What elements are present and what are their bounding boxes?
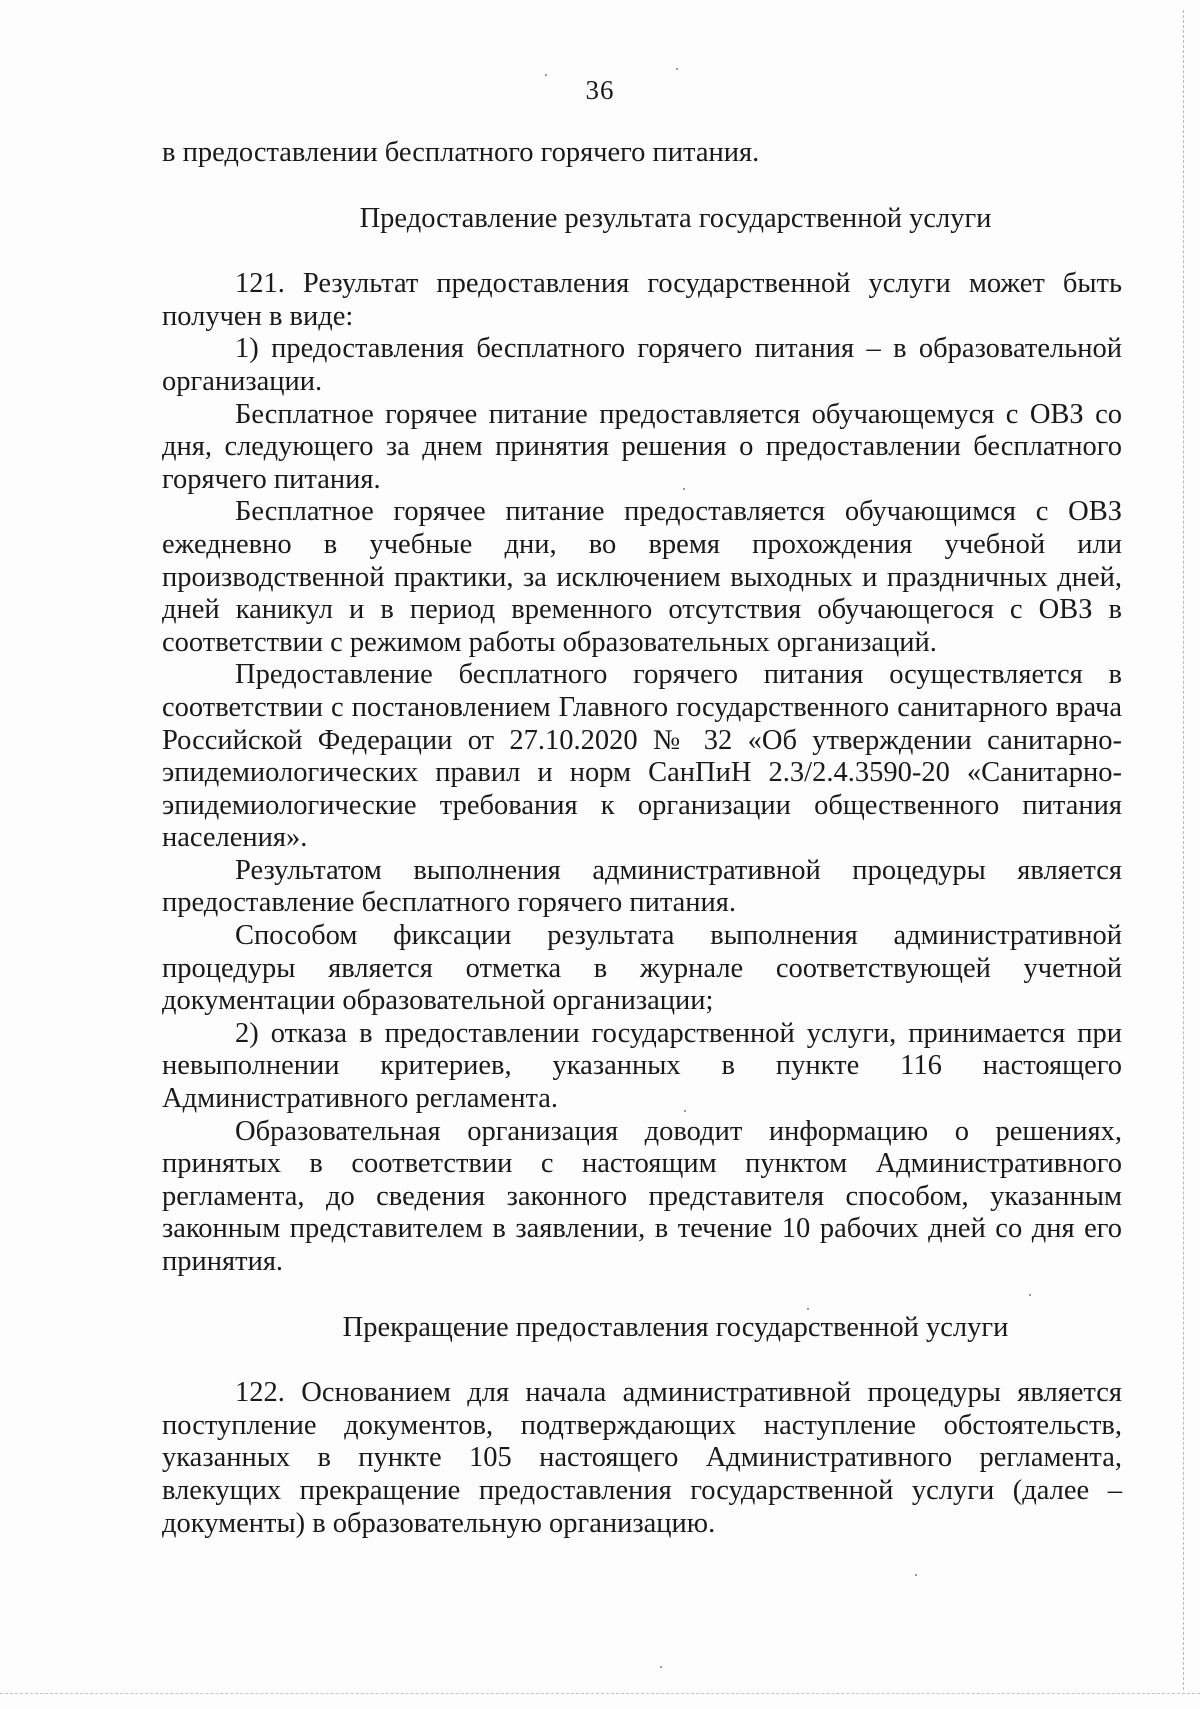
scan-speck	[676, 68, 678, 70]
paragraph-121-intro: 121. Результат предоставления государственной услуги может быть получен в виде:	[162, 268, 1122, 332]
paragraph-121-fixation: Способом фиксации результата выполнения административной процедуры является отметка в журнале соответствующей учетной документации образовательной организации;	[162, 920, 1122, 1017]
scan-edge-right	[1183, 10, 1184, 1690]
paragraph-121-notification: Образовательная организация доводит информацию о решениях, принятых в соответствии с настоящим пунктом Административного регламента, до сведения законного представителя способом, указанным законным представителем в заявлении, в течение 10 рабочих дней со дня его принятия.	[162, 1115, 1122, 1277]
opening-line: в предоставлении бесплатного горячего питания.	[162, 137, 760, 168]
section-heading-result: Предоставление результата государственной услуги	[359, 202, 992, 234]
paragraph-121-item-2: 2) отказа в предоставлении государственной услуги, принимается при невыполнении критериев, указанных в пункте 116 настоящего Административного регламента.	[162, 1017, 1122, 1115]
paragraph-121-sanpin: Предоставление бесплатного горячего питания осуществляется в соответствии с постановлением Главного государственного санитарного врача Российской Федерации от 27.10.2020 № 32 «Об утверждении санитарно-эпидемиологических правил и норм СанПиН 2.3/2.4.3590-20 «Санитарно-эпидемиологические требования к организации общественного питания населения».	[162, 659, 1122, 854]
paragraph-121-item-1: 1) предоставления бесплатного горячего питания – в образовательной организации.	[162, 333, 1122, 397]
paragraph-122: 122. Основанием для начала административной процедуры является поступление документов, подтверждающих наступление обстоятельств, указанных в пункте 105 настоящего Административного регламента, влекущих прекращение предоставления государственной услуги (далее – документы) в образовательную организацию.	[162, 1377, 1122, 1539]
scan-speck	[807, 1308, 809, 1310]
scan-speck	[1029, 1294, 1031, 1296]
paragraph-121-daily: Бесплатное горячее питание предоставляется обучающимся с ОВЗ ежедневно в учебные дни, во время прохождения учебной или производственной практики, за исключением выходных и праздничных дней, дней каникул и в период временного отсутствия обучающегося с ОВЗ в соответствии с режимом работы образовательных организаций.	[162, 496, 1122, 658]
scan-speck	[660, 1666, 662, 1668]
page-number: 36	[585, 75, 615, 105]
scan-speck	[684, 1110, 686, 1112]
section-heading-termination: Прекращение предоставления государственной услуги	[342, 1311, 1009, 1343]
scan-speck	[683, 488, 685, 490]
paragraph-121-result: Результатом выполнения административной процедуры является предоставление бесплатного горячего питания.	[162, 854, 1122, 919]
paragraph-121-start-date: Бесплатное горячее питание предоставляется обучающемуся с ОВЗ со дня, следующего за днем принятия решения о предоставлении бесплатного горячего питания.	[162, 398, 1122, 495]
scan-speck	[915, 1574, 917, 1576]
document-body	[162, 137, 1122, 1540]
scan-edge-bottom	[0, 1693, 1200, 1694]
scan-speck	[545, 74, 547, 76]
